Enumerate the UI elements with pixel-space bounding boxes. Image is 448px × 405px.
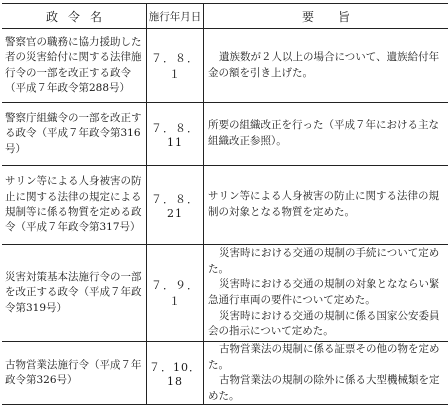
effective-date: ７．８．１	[147, 29, 204, 103]
header-row	[2, 4, 448, 29]
effective-date: ７．９．１	[147, 245, 204, 342]
summary-text: 遺族数が２人以上の場合について、遺族給付年金の額を引き上げた。	[208, 50, 446, 81]
summary-text: 災害時における交通の規制の対象となならい緊急通行車両の要件について定めた。	[208, 277, 446, 308]
summary-cell	[204, 103, 448, 166]
effective-date: ７．10．18	[147, 342, 204, 405]
header-ordinance-name: 政令名	[2, 4, 147, 29]
summary-cell	[204, 29, 448, 103]
table-row	[2, 342, 448, 405]
summary-text: 災害時における交通の規制に係る国家公安委員会の指示について定めた。	[208, 309, 446, 340]
header-summary: 要旨	[204, 4, 448, 29]
ordinance-name: 警察官の職務に協力援助した者の災害給付に関する法律施行令の一部を改正する政令（平成７年政令第288号）	[2, 29, 147, 103]
ordinance-name: 警察庁組織令の一部を改正する政令（平成７年政令第316号）	[2, 103, 147, 166]
table-row	[2, 29, 448, 103]
ordinance-name: サリン等による人身被害の防止に関する法律の規定による規制等に係る物質を定める政令（平成７年政令第317号）	[2, 166, 147, 245]
ordinance-name: 古物営業法施行令（平成７年政令第326号）	[2, 342, 147, 405]
effective-date: ７．８．11	[147, 103, 204, 166]
table-row	[2, 166, 448, 245]
summary-cell	[204, 245, 448, 342]
table-row	[2, 245, 448, 342]
summary-text: 災害時における交通の規制の手続について定めた。	[208, 246, 446, 277]
document	[2, 3, 446, 401]
summary-text: 古物営業法の規制に係る証票その他の物を定めた。	[208, 342, 446, 373]
summary-text: 所要の組織改正を行った（平成７年における主な組織改正参照）。	[208, 118, 446, 149]
effective-date: ７．８．21	[147, 166, 204, 245]
summary-text: サリン等による人身被害の防止に関する法律の規制の対象となる物質を定めた。	[208, 189, 446, 220]
summary-cell	[204, 342, 448, 405]
summary-text: 古物営業法の規制の除外に係る大型機械類を定めた。	[208, 373, 446, 404]
ordinance-table	[2, 3, 448, 405]
summary-cell	[204, 166, 448, 245]
header-effective-date: 施行年月日	[147, 4, 204, 29]
table-row	[2, 103, 448, 166]
ordinance-name: 災害対策基本法施行令の一部を改正する政令（平成７年政令第319号）	[2, 245, 147, 342]
